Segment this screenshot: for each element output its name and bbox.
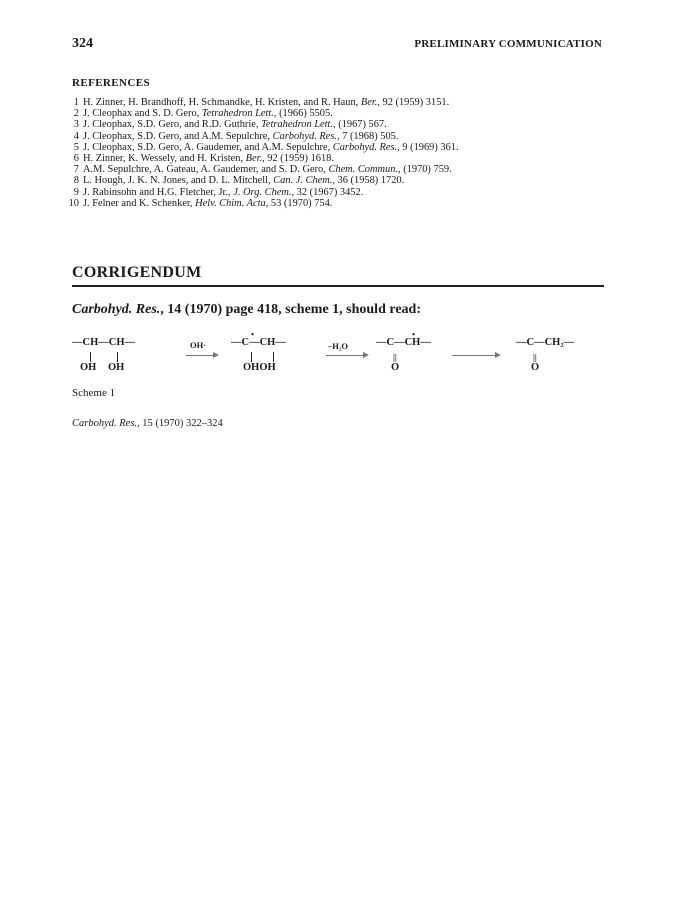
reference-authors: L. Hough, J. K. N. Jones, and D. L. Mitchell, xyxy=(83,175,274,187)
reference-item xyxy=(62,108,622,119)
reference-number: 2 xyxy=(73,108,79,120)
reference-journal: Tetrahedron Lett. xyxy=(201,108,274,120)
bond-line xyxy=(251,352,252,362)
reference-item xyxy=(62,119,622,130)
reference-details: , (1967) 567. xyxy=(333,119,387,131)
citation-details: , 15 (1970) 322–324 xyxy=(137,418,223,429)
references-heading: REFERENCES xyxy=(72,77,150,89)
citation-journal: Carbohyd. Res. xyxy=(72,418,138,429)
reference-number: 9 xyxy=(73,186,79,198)
molecule-4-chain: —C—CH₂— xyxy=(516,337,574,348)
reference-journal: Tetrahedron Lett. xyxy=(261,119,334,131)
reference-authors: H. Zinner, K. Wessely, and H. Kristen, xyxy=(83,153,246,165)
reference-number: 7 xyxy=(73,164,79,176)
molecule-3-oxygen: O xyxy=(391,362,400,373)
arrow-head-icon xyxy=(213,352,219,358)
source-citation xyxy=(72,418,223,429)
molecule-1-chain: —CH—CH— xyxy=(72,337,135,348)
reference-details: , 32 (1967) 3452. xyxy=(291,186,364,198)
reference-number: 8 xyxy=(73,175,79,187)
arrow-head-icon xyxy=(363,352,369,358)
arrow-head-icon xyxy=(495,352,501,358)
reference-number: 5 xyxy=(73,141,79,153)
errata-journal: Carbohyd. Res. xyxy=(72,302,161,317)
reference-authors: A.M. Sepulchre, A. Gateau, A. Gaudemer, and S. D. Gero, xyxy=(83,164,329,176)
reference-details: , 9 (1969) 361. xyxy=(397,141,459,153)
reference-number: 1 xyxy=(73,97,79,108)
reaction-arrow xyxy=(326,355,364,356)
reference-journal: Ber. xyxy=(360,97,378,108)
reference-journal: Can. J. Chem. xyxy=(273,175,333,187)
reference-authors: J. Cleophax and S. D. Gero, xyxy=(83,108,202,120)
reference-authors: J. Cleophax, S.D. Gero, A. Gaudemer, and A.M. Sepulchre, xyxy=(83,141,333,153)
reference-number: 10 xyxy=(68,197,79,209)
reference-journal: Chem. Commun. xyxy=(328,164,398,176)
reference-number: 4 xyxy=(73,130,79,142)
double-bond: || xyxy=(393,352,397,362)
reference-journal: J. Org. Chem. xyxy=(233,186,292,198)
scheme-label: Scheme 1 xyxy=(72,387,116,399)
reference-item xyxy=(62,198,622,209)
reference-details: , 36 (1958) 1720. xyxy=(332,175,405,187)
reference-item xyxy=(62,97,622,108)
molecule-2-chain: —C—CH— xyxy=(231,337,286,348)
page-number: 324 xyxy=(72,36,93,51)
reference-details: , (1970) 759. xyxy=(398,164,452,176)
section-rule xyxy=(72,285,604,287)
reagent-water-loss: –H₂O xyxy=(328,341,349,351)
reference-journal: Carbohyd. Res. xyxy=(272,130,337,142)
reference-item xyxy=(62,175,622,186)
reference-authors: J. Cleophax, S.D. Gero, and A.M. Sepulchre, xyxy=(83,130,273,142)
reference-authors: H. Zinner, H. Brandhoff, H. Schmandke, H. Kristen, and R. Haun, xyxy=(83,97,361,108)
reaction-arrow xyxy=(186,355,214,356)
running-head: PRELIMINARY COMMUNICATION xyxy=(414,38,602,50)
reference-item xyxy=(62,164,622,175)
reference-item xyxy=(62,153,622,164)
reference-details: , (1966) 5505. xyxy=(273,108,333,120)
reference-details: , 53 (1970) 754. xyxy=(265,197,333,209)
radical-dot: • xyxy=(412,329,415,339)
reference-details: , 92 (1959) 1618. xyxy=(262,153,334,165)
reference-list xyxy=(62,97,622,209)
molecule-1-oh-right: OH xyxy=(108,362,125,373)
molecule-4-oxygen: O xyxy=(531,362,540,373)
reference-number: 3 xyxy=(73,119,79,131)
errata-text: , 14 (1970) page 418, scheme 1, should read: xyxy=(160,302,421,317)
reference-item xyxy=(62,131,622,142)
reference-journal: Carbohyd. Res. xyxy=(332,141,398,153)
bond-line xyxy=(273,352,274,362)
reference-authors: J. Rabinsohn and H.G. Fletcher, Jr., xyxy=(83,186,234,198)
corrigendum-title: CORRIGENDUM xyxy=(72,264,202,281)
reference-number: 6 xyxy=(73,153,79,165)
double-bond: || xyxy=(533,352,537,362)
radical-dot: • xyxy=(251,329,254,339)
reference-item xyxy=(62,142,622,153)
molecule-3-chain: —C—CH— xyxy=(376,337,431,348)
bond-line xyxy=(90,352,91,362)
reference-details: , 92 (1959) 3151. xyxy=(377,97,450,108)
reference-authors: J. Cleophax, S.D. Gero, and R.D. Guthrie, xyxy=(83,119,262,131)
reagent-hydroxyl-radical: OH· xyxy=(190,340,207,350)
molecule-1-oh-left: OH xyxy=(80,362,97,373)
reference-journal: Helv. Chim. Acta xyxy=(195,197,266,209)
reference-authors: J. Felner and K. Schenker, xyxy=(83,197,196,209)
molecule-2-hydroxyls: OHOH xyxy=(243,362,276,373)
reaction-arrow xyxy=(452,355,496,356)
reference-journal: Ber. xyxy=(245,153,263,165)
reference-item xyxy=(62,187,622,198)
errata-statement xyxy=(72,302,421,318)
reference-details: , 7 (1968) 505. xyxy=(336,130,399,142)
bond-line xyxy=(117,352,118,362)
